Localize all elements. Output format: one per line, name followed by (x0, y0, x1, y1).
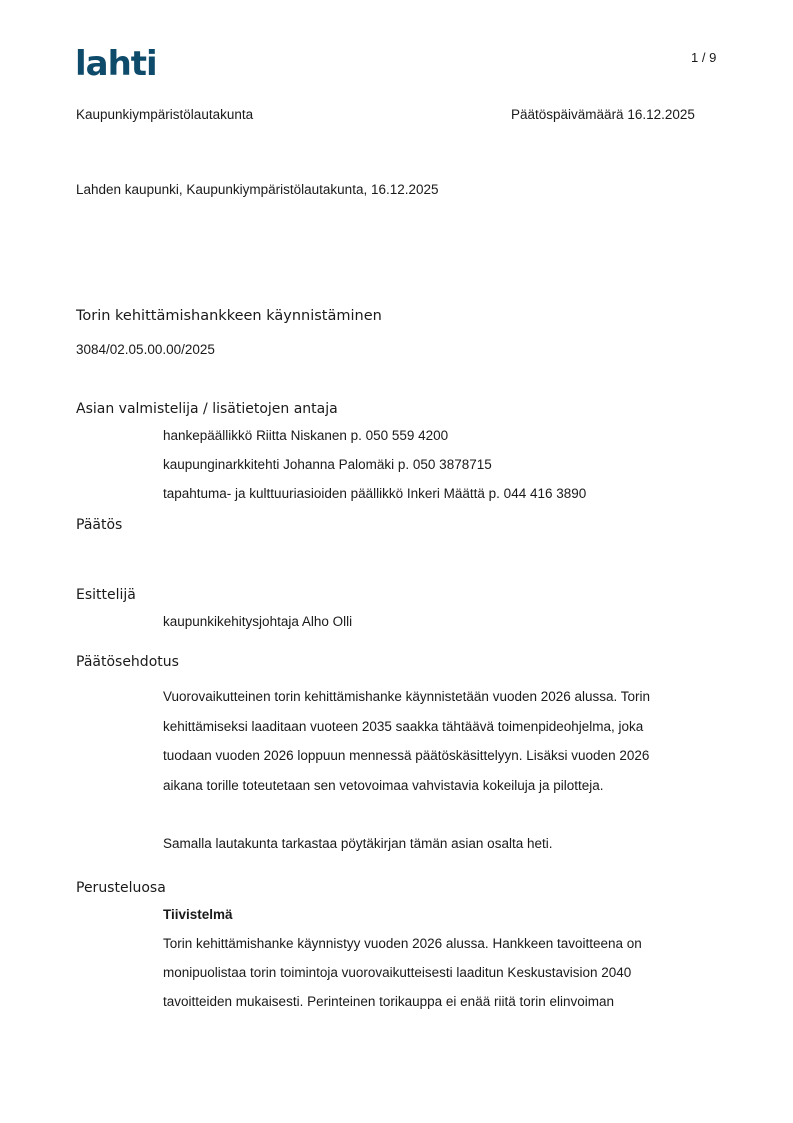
preparer-item: tapahtuma- ja kulttuuriasioiden päällikkö Inkeri Määttä p. 044 416 3890 (163, 486, 587, 501)
proposal-heading: Päätösehdotus (76, 654, 179, 670)
lahti-logo: lahti (75, 44, 157, 84)
summary-line: monipuolistaa torin toimintoja vuorovaikutteisesti laaditun Keskustavision 2040 (163, 965, 632, 980)
page-number: 1 / 9 (691, 50, 717, 65)
summary-heading: Tiivistelmä (163, 907, 233, 922)
proposal-line: Vuorovaikutteinen torin kehittämishanke käynnistetään vuoden 2026 alussa. Torin (163, 689, 651, 704)
preparer-item: kaupunginarkkitehti Johanna Palomäki p. 050 3878715 (163, 457, 492, 472)
presenter-name: kaupunkikehitysjohtaja Alho Olli (163, 614, 353, 629)
summary-line: tavoitteiden mukaisesti. Perinteinen torikauppa ei enää riitä torin elinvoiman (163, 994, 615, 1009)
preparer-item: hankepäällikkö Riitta Niskanen p. 050 559 4200 (163, 428, 449, 443)
summary-line: Torin kehittämishanke käynnistyy vuoden 2026 alussa. Hankkeen tavoitteena on (163, 936, 642, 951)
inspection-statement: Samalla lautakunta tarkastaa pöytäkirjan tämän asian osalta heti. (163, 836, 553, 851)
proposal-line: kehittämiseksi laaditaan vuoteen 2035 saakka tähtäävä toimenpideohjelma, joka (163, 719, 644, 734)
diary-number: 3084/02.05.00.00/2025 (76, 342, 215, 357)
document-subtitle: Lahden kaupunki, Kaupunkiympäristölautakunta, 16.12.2025 (76, 182, 439, 197)
preparers-heading: Asian valmistelija / lisätietojen antaja (76, 401, 338, 417)
proposal-line: aikana torille toteutetaan sen vetovoimaa vahvistavia kokeiluja ja pilotteja. (163, 778, 604, 793)
rationale-heading: Perusteluosa (76, 880, 166, 896)
presenter-heading: Esittelijä (76, 587, 136, 603)
organization-name: Kaupunkiympäristölautakunta (76, 107, 254, 122)
case-title: Torin kehittämishankkeen käynnistäminen (76, 308, 382, 324)
decision-date: Päätöspäivämäärä 16.12.2025 (511, 107, 695, 122)
decision-heading: Päätös (76, 517, 123, 533)
proposal-line: tuodaan vuoden 2026 loppuun mennessä päätöskäsittelyyn. Lisäksi vuoden 2026 (163, 748, 650, 763)
